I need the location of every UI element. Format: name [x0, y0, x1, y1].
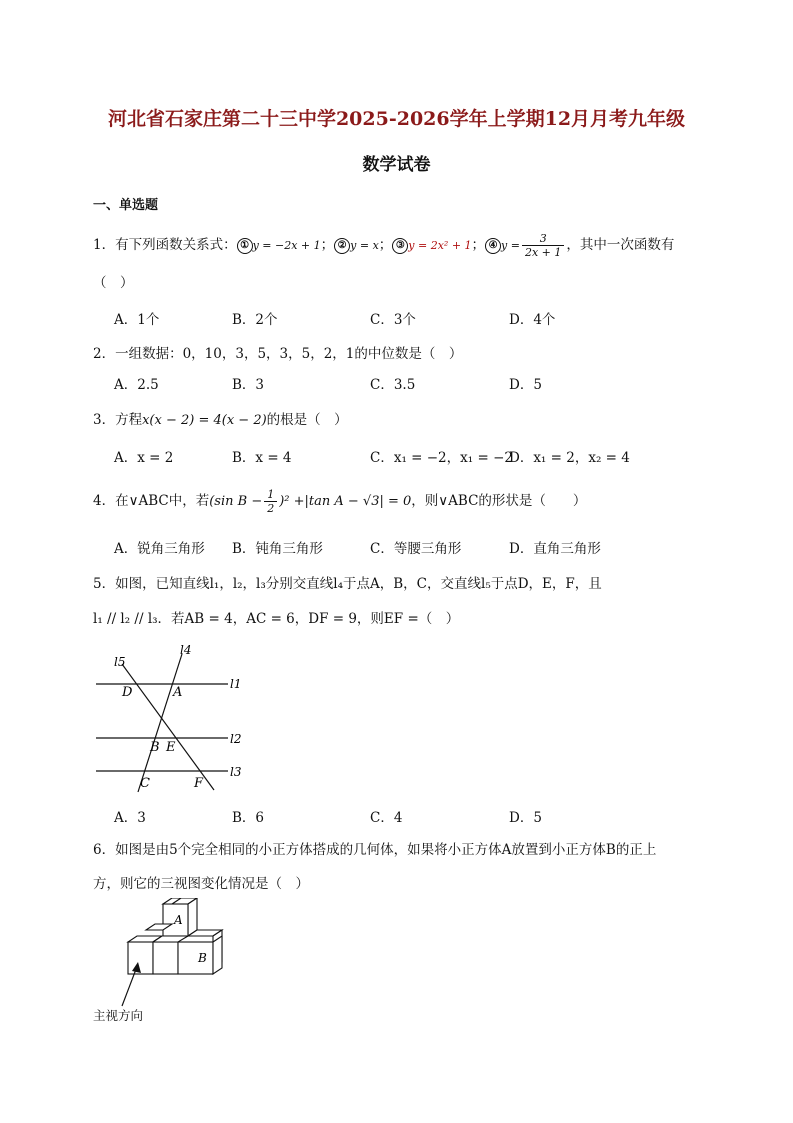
q1-circle-1: ① [237, 238, 253, 254]
question-2: 2．一组数据：0，10，3，5，3，5，2，1的中位数是（ ） [93, 346, 463, 362]
q4-expr-1: (sin B − [209, 494, 263, 509]
label-point-b: B [150, 740, 160, 755]
question-1 [93, 232, 674, 259]
q3-option-a: A．x = 2 [114, 450, 174, 466]
label-point-f: F [194, 776, 204, 791]
q1-sep: ； [471, 237, 486, 253]
q1-circle-4: ④ [485, 238, 501, 254]
label-point-a: A [173, 685, 183, 700]
q1-frac-num: 3 [522, 232, 564, 246]
q4-option-d: D．直角三角形 [509, 541, 601, 557]
cube-stack-figure [108, 898, 238, 1010]
q2-option-b: B．3 [232, 377, 265, 393]
q4-text: 4．在∨ABC中，若 [93, 493, 210, 509]
cube-front-left [128, 942, 153, 974]
q1-formula-4: y = [501, 239, 520, 252]
cube-label-a: A [174, 913, 183, 927]
cube-front-right [178, 942, 213, 974]
q4-option-c: C．等腰三角形 [370, 541, 462, 557]
question-5-line-1: 5．如图，已知直线l₁，l₂，l₃分别交直线l₄于点A，B，C，交直线l₅于点D，E，F，且 [93, 576, 602, 592]
q3-option-b: B．x = 4 [232, 450, 292, 466]
q3-text-end: 的根是（ ） [266, 412, 348, 428]
question-6-line-1: 6．如图是由5个完全相同的小正方体搭成的几何体，如果将小正方体A放置到小正方体B的正上 [93, 842, 657, 858]
q4-frac-num: 1 [264, 488, 277, 502]
label-point-e: E [166, 740, 176, 755]
exam-subtitle: 数学试卷 [362, 155, 431, 175]
q5-option-b: B．6 [232, 810, 265, 826]
q1-circle-2: ② [334, 238, 350, 254]
q4-option-b: B．钝角三角形 [232, 541, 323, 557]
q1-option-a: A．1个 [114, 312, 160, 328]
q1-formula-1: y = −2x + 1 [252, 239, 321, 252]
q4-option-a: A．锐角三角形 [114, 541, 205, 557]
label-l1: l1 [230, 677, 242, 691]
q1-option-b: B．2个 [232, 312, 278, 328]
q1-text-end: ，其中一次函数有 [566, 237, 675, 253]
q4-expr-2: )² +|tan A − √3| = 0 [279, 494, 412, 509]
label-point-d: D [122, 685, 133, 700]
q5-option-a: A．3 [114, 810, 146, 826]
parallel-lines-figure [90, 640, 260, 795]
q1-option-d: D．4个 [509, 312, 556, 328]
cube-right-side [213, 936, 222, 974]
q1-formula-3: y = 2x² + 1 [408, 239, 472, 252]
question-4 [93, 488, 586, 515]
q4-fraction [264, 488, 277, 515]
q2-option-d: D．5 [509, 377, 542, 393]
q4-frac-den: 2 [267, 502, 275, 515]
label-l3: l3 [230, 765, 242, 779]
q1-formula-2: y = x [350, 239, 379, 252]
q4-text-end: ，则∨ABC的形状是（ ） [411, 493, 587, 509]
cube-label-b: B [198, 951, 207, 965]
q1-fraction [522, 232, 564, 259]
q1-frac-den: 2x + 1 [524, 246, 562, 259]
section-heading: 一、单选题 [93, 198, 159, 213]
label-point-c: C [140, 776, 150, 791]
q5-option-c: C．4 [370, 810, 403, 826]
q1-sep: ； [320, 237, 335, 253]
label-l5: l5 [114, 655, 126, 669]
q3-equation: x(x − 2) = 4(x − 2) [142, 413, 267, 428]
question-3 [93, 408, 348, 428]
q1-text: 1．有下列函数关系式： [93, 237, 237, 253]
q1-option-c: C．3个 [370, 312, 416, 328]
q2-option-c: C．3.5 [370, 377, 416, 393]
q5-option-d: D．5 [509, 810, 542, 826]
q1-circle-3: ③ [392, 238, 408, 254]
q2-option-a: A．2.5 [114, 377, 159, 393]
question-5-line-2: l₁ // l₂ // l₃．若AB = 4，AC = 6，DF = 9，则EF =（ ） [93, 611, 460, 627]
q3-option-c: C．x₁ = −2，x₁ = −2 [370, 450, 513, 466]
label-l2: l2 [230, 732, 242, 746]
label-l4: l4 [180, 643, 192, 657]
exam-title: 河北省石家庄第二十三中学2025-2026学年上学期12月月考九年级 [107, 108, 686, 130]
cube-front-middle [153, 942, 178, 974]
q1-paren: （ ） [93, 275, 134, 291]
view-direction-caption: 主视方向 [93, 1008, 144, 1023]
q3-option-d: D．x₁ = 2，x₂ = 4 [509, 450, 630, 466]
question-6-line-2: 方，则它的三视图变化情况是（ ） [93, 876, 309, 892]
q3-text: 3．方程 [93, 412, 143, 428]
q1-sep: ； [378, 237, 393, 253]
